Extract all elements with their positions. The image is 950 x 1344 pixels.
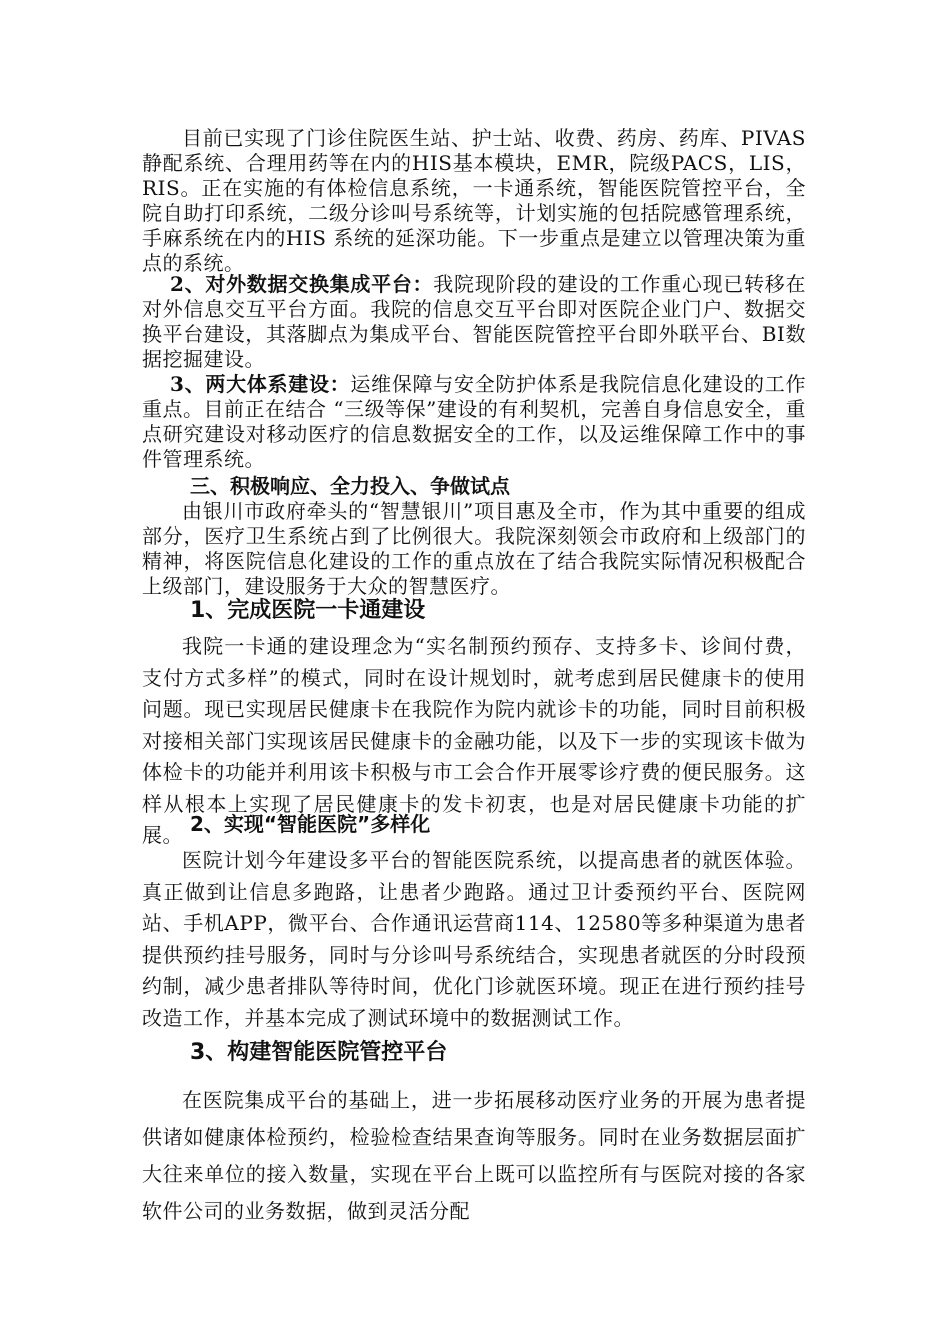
paragraph-body: 我院现阶段的建设的工作重心现已转移在对外信息交互平台方面。我院的信息交互平台即对医院企业门户、数据交换平台建设，其落脚点为集成平台、智能医院管控平台即外联平台、BI数据挖掘建设。 — [142, 272, 807, 371]
paragraph-data-exchange — [142, 272, 806, 372]
section-heading: 三、积极响应、全力投入、争做试点 — [190, 474, 510, 498]
paragraph-lead: 2、对外数据交换集成平台： — [170, 272, 434, 296]
paragraph-his-modules: 目前已实现了门诊住院医生站、护士站、收费、药房、药库、PIVAS静配系统、合理用药等在内的HIS基本模块，EMR，院级PACS，LIS，RIS。正在实施的有体检信息系统，一卡通系统，智能医院管控平台，全院自助打印系统，二级分诊叫号系统等，计划实施的包括院感管理系统，手麻系统在内的HIS 系统的延深功能。下一步重点是建立以管理决策为重点的系统。 — [142, 126, 806, 275]
subsection-heading: 1、完成医院一卡通建设 — [190, 598, 426, 623]
paragraph-one-card: 我院一卡通的建设理念为“实名制预约预存、支持多卡、诊间付费，支付方式多样”的模式，同时在设计规划时，就考虑到居民健康卡的使用问题。现已实现居民健康卡在我院作为院内就诊卡的功能，同时目前积极对接相关部门实现该居民健康卡的金融功能，以及下一步的实现该卡做为体检卡的功能并利用该卡积极与市工会合作开展零诊疗费的便民服务。这样从根本上实现了居民健康卡的发卡初衷，也是对居民健康卡功能的扩展。 — [142, 634, 806, 847]
subsection-heading: 2、实现“智能医院”多样化 — [190, 812, 431, 836]
paragraph-body: 运维保障与安全防护体系是我院信息化建设的工作重点。目前正在结合 “三级等保”建设的有利契机，完善自身信息安全，重点研究建设对移动医疗的信息数据安全的工作，以及运维保障工作中的事件管理系统。 — [142, 372, 806, 471]
subsection-heading: 3、构建智能医院管控平台 — [190, 1040, 448, 1065]
paragraph-control-platform: 在医院集成平台的基础上，进一步拓展移动医疗业务的开展为患者提供诸如健康体检预约，检验检查结果查询等服务。同时在业务数据层面扩大往来单位的接入数量，实现在平台上既可以监控所有与医院对接的各家软件公司的业务数据，做到灵活分配 — [142, 1088, 806, 1223]
paragraph-lead: 3、两大体系建设： — [170, 372, 351, 396]
paragraph-smart-yinchuan: 由银川市政府牵头的“智慧银川”项目惠及全市，作为其中重要的组成部分，医疗卫生系统占到了比例很大。我院深刻领会市政府和上级部门的精神，将医院信息化建设的工作的重点放在了结合我院实际情况积极配合上级部门，建设服务于大众的智慧医疗。 — [142, 499, 806, 598]
paragraph-two-systems — [142, 372, 806, 472]
paragraph-smart-hospital: 医院计划今年建设多平台的智能医院系统，以提高患者的就医体验。真正做到让信息多跑路，让患者少跑路。通过卫计委预约平台、医院网站、手机APP，微平台、合作通讯运营商114、12580等多种渠道为患者提供预约挂号服务，同时与分诊叫号系统结合，实现患者就医的分时段预约制，减少患者排队等待时间，优化门诊就医环境。现正在进行预约挂号改造工作，并基本完成了测试环境中的数据测试工作。 — [142, 848, 806, 1030]
